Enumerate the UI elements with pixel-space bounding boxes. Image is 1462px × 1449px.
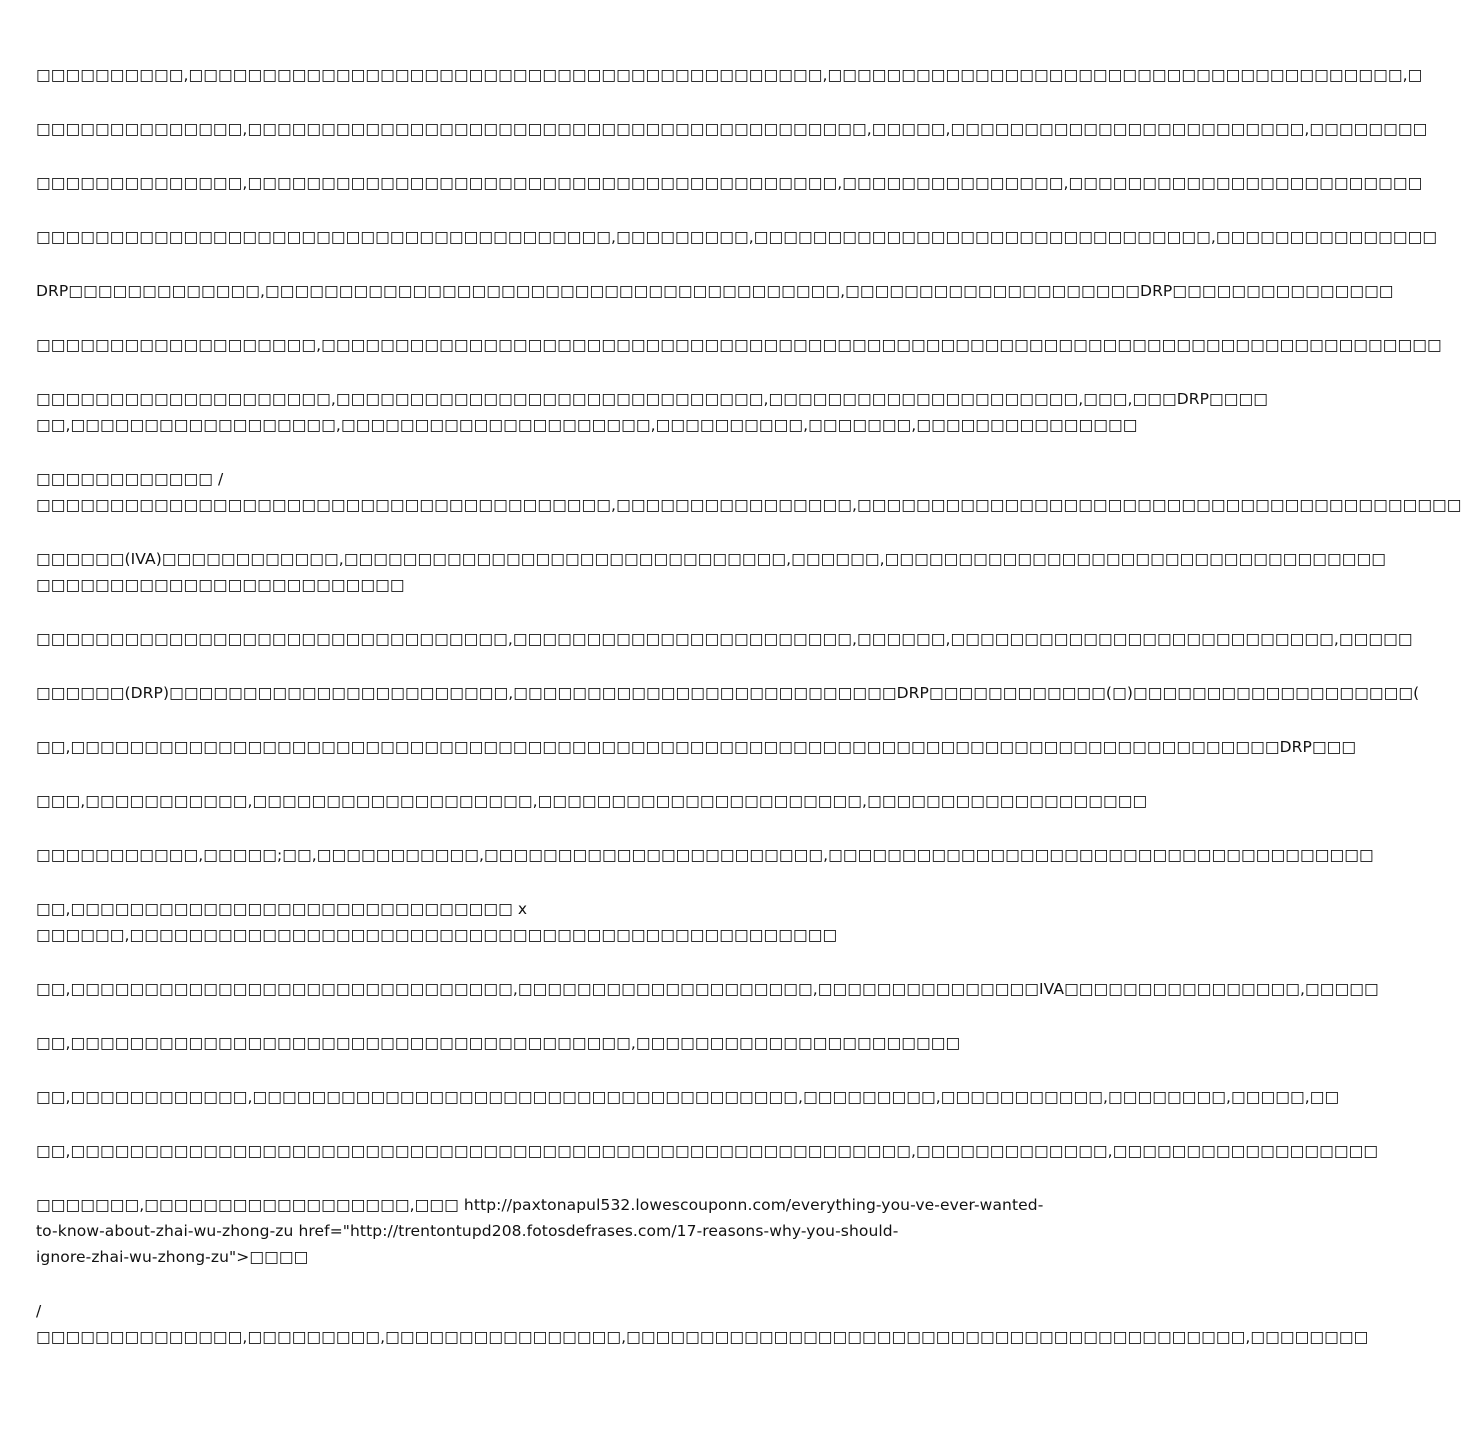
paragraph-8 (36, 466, 1462, 518)
paragraph-9 (36, 546, 1387, 598)
paragraph-2 (36, 116, 1428, 142)
paragraph-10 (36, 626, 1413, 652)
paragraph-line: □□□□□□□□□□□,□□□□□;□□,□□□□□□□□□□□,□□□□□□□□□□□□□□□□□□□□□□□,□□□□□□□□□□□□□□□□□□□□□□□□□□□□□□□□□□□□□ (36, 846, 1374, 864)
paragraph-12 (36, 734, 1357, 760)
paragraph-4 (36, 224, 1438, 250)
paragraph-line: to-know-about-zhai-wu-zhong-zu href="http://trentontupd208.fotosdefrases.com/17-reasons-why-you-should- (36, 1222, 899, 1240)
paragraph-line: DRP□□□□□□□□□□□□□,□□□□□□□□□□□□□□□□□□□□□□□□□□□□□□□□□□□□□□□,□□□□□□□□□□□□□□□□□□□□DRP□□□□□□□□□□□□□□□ (36, 282, 1394, 300)
paragraph-5 (36, 278, 1394, 304)
paragraph-line: □□,□□□□□□□□□□□□□□□□□□□□□□□□□□□□□□□□□□□□□□□□□□□□□□□□□□□□□□□□□,□□□□□□□□□□□□□,□□□□□□□□□□□□□□□□□□ (36, 1142, 1379, 1160)
paragraph-13 (36, 788, 1148, 814)
paragraph-15 (36, 896, 990, 948)
paragraph-18 (36, 1084, 1340, 1110)
paragraph-line: □□,□□□□□□□□□□□□□□□□□□□□□□□□□□□□□□□□□□□□□□,□□□□□□□□□□□□□□□□□□□□□□ (36, 1034, 961, 1052)
paragraph-21 (36, 1298, 1369, 1350)
paragraph-7 (36, 386, 1269, 438)
paragraph-line: □□□□□□□□□□□□□□□□□□□,□□□□□□□□□□□□□□□□□□□□□□□□□□□□□□□□□□□□□□□□□□□□□□□□□□□□□□□□□□□□□□□□□□□□□□□□□□□□ (36, 336, 1442, 354)
paragraph-line: □□□□□□□□□□□□□□,□□□□□□□□□□□□□□□□□□□□□□□□□□□□□□□□□□□□□□□□,□□□□□□□□□□□□□□□,□□□□□□□□□□□□□□□□□□□□□□□□ (36, 174, 1423, 192)
paragraph-line: □□□□□□□□□□□□□□,□□□□□□□□□,□□□□□□□□□□□□□□□□,□□□□□□□□□□□□□□□□□□□□□□□□□□□□□□□□□□□□□□□□□□,□□□□□□□□ (36, 1328, 1369, 1346)
paragraph-16 (36, 976, 1379, 1002)
paragraph-6 (36, 332, 1442, 358)
paragraph-line: □□□□□□,□□□□□□□□□□□□□□□□□□□□□□□□□□□□□□□□□□□□□□□□□□□□□□□□ (36, 926, 838, 944)
paragraph-line: / (36, 1302, 42, 1320)
paragraph-14 (36, 842, 1374, 868)
paragraph-11 (36, 680, 1420, 706)
document-body (36, 62, 1462, 1378)
paragraph-line: □□□,□□□□□□□□□□□,□□□□□□□□□□□□□□□□□□□,□□□□□□□□□□□□□□□□□□□□□□,□□□□□□□□□□□□□□□□□□□ (36, 792, 1148, 810)
paragraph-line: ignore-zhai-wu-zhong-zu">□□□□ (36, 1248, 309, 1266)
paragraph-3 (36, 170, 1423, 196)
paragraph-line: □□□□□□□□□□□□ / (36, 470, 224, 488)
paragraph-line: □□□□□□(IVA)□□□□□□□□□□□□,□□□□□□□□□□□□□□□□□□□□□□□□□□□□□□,□□□□□□,□□□□□□□□□□□□□□□□□□□□□□□□□□□□□□□□□□ (36, 550, 1387, 568)
paragraph-19 (36, 1138, 1379, 1164)
paragraph-line: □□□□□□□□□□□□□□□□□□□□□□□□□□□□□□□□□□□□□□□,□□□□□□□□□,□□□□□□□□□□□□□□□□□□□□□□□□□□□□□□□,□□□□□□□□□□□□□□□ (36, 228, 1438, 246)
paragraph-line: □□□□□□(DRP)□□□□□□□□□□□□□□□□□□□□□□□,□□□□□□□□□□□□□□□□□□□□□□□□□□DRP□□□□□□□□□□□□(□)□□□□□□□□□□□□□□□□□□□( (36, 684, 1420, 702)
paragraph-20 (36, 1192, 1044, 1270)
paragraph-line: □□□□□□□,□□□□□□□□□□□□□□□□□□,□□□ http://paxtonapul532.lowescouponn.com/everything-you-ve-ever-wanted- (36, 1196, 1044, 1214)
paragraph-line: □□,□□□□□□□□□□□□□□□□□□□□□□□□□□□□□□□□□□□□□□□□□□□□□□□□□□□□□□□□□□□□□□□□□□□□□□□□□□□□□□□□□□DRP□□□ (36, 738, 1357, 756)
paragraph-line: □□,□□□□□□□□□□□□,□□□□□□□□□□□□□□□□□□□□□□□□□□□□□□□□□□□□□,□□□□□□□□□,□□□□□□□□□□□,□□□□□□□□,□□□□□,□□ (36, 1088, 1340, 1106)
paragraph-line: □□,□□□□□□□□□□□□□□□□□□,□□□□□□□□□□□□□□□□□□□□□,□□□□□□□□□□,□□□□□□□,□□□□□□□□□□□□□□□ (36, 416, 1138, 434)
paragraph-17 (36, 1030, 990, 1056)
paragraph-line: □□□□□□□□□□,□□□□□□□□□□□□□□□□□□□□□□□□□□□□□□□□□□□□□□□□□□□,□□□□□□□□□□□□□□□□□□□□□□□□□□□□□□□□□□□□□□□,□ (36, 66, 1423, 84)
paragraph-line: □□□□□□□□□□□□□□,□□□□□□□□□□□□□□□□□□□□□□□□□□□□□□□□□□□□□□□□□□,□□□□□,□□□□□□□□□□□□□□□□□□□□□□□□,□□□□□□□□ (36, 120, 1428, 138)
paragraph-line: □□,□□□□□□□□□□□□□□□□□□□□□□□□□□□□□□ x (36, 900, 528, 918)
paragraph-1 (36, 62, 1423, 88)
paragraph-line: □□□□□□□□□□□□□□□□□□□□□□□□□□□□□□□□□□□□□□□,□□□□□□□□□□□□□□□□,□□□□□□□□□□□□□□□□□□□□□□□□□□□□□□□□□□□□□□□□□ (36, 496, 1462, 514)
paragraph-line: □□,□□□□□□□□□□□□□□□□□□□□□□□□□□□□□□,□□□□□□□□□□□□□□□□□□□□,□□□□□□□□□□□□□□□IVA□□□□□□□□□□□□□□□□,□□□□□ (36, 980, 1379, 998)
paragraph-line: □□□□□□□□□□□□□□□□□□□□□□□□□ (36, 576, 405, 594)
paragraph-line: □□□□□□□□□□□□□□□□□□□□□□□□□□□□□□□□,□□□□□□□□□□□□□□□□□□□□□□□,□□□□□□,□□□□□□□□□□□□□□□□□□□□□□□□□□,□□□□□ (36, 630, 1413, 648)
paragraph-line: □□□□□□□□□□□□□□□□□□□□,□□□□□□□□□□□□□□□□□□□□□□□□□□□□□,□□□□□□□□□□□□□□□□□□□□□,□□□,□□□DRP□□□□ (36, 390, 1269, 408)
